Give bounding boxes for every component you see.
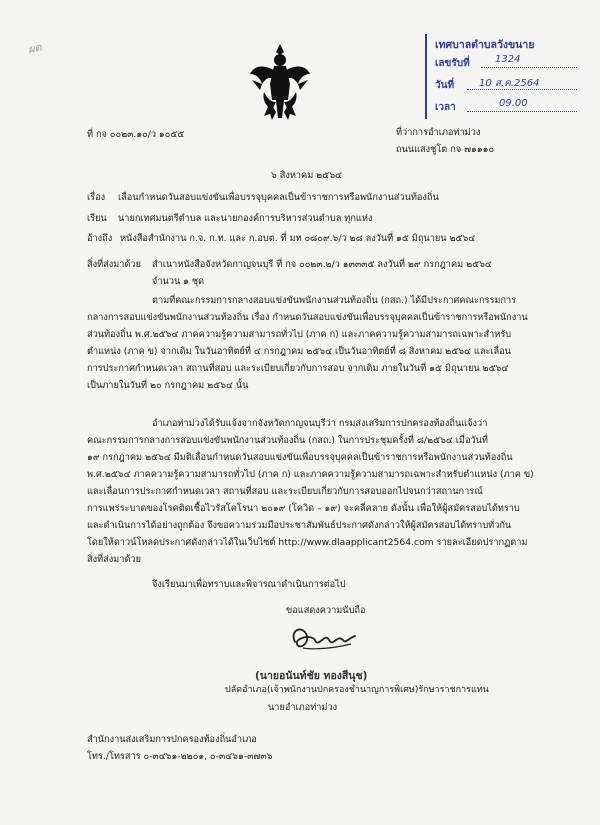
para2-line: สิ่งที่ส่งมาด้วย — [87, 554, 141, 565]
margin-note: ผต — [26, 40, 43, 57]
document-date: ๖ สิงหาคม ๒๕๖๔ — [271, 170, 342, 181]
para2-line: คณะกรรมการกลางการสอบแข่งขันพนักงานส่วนท้องถิ่น (กสถ.) ในการประชุมครั้งที่ ๘/๒๕๖๔ เมื่อวันที่ — [87, 435, 488, 446]
stamp-date-label: วันที่ — [435, 80, 455, 91]
stamp-time-label: เวลา — [435, 102, 456, 113]
signer-position-2: นายอำเภอท่าม่วง — [268, 702, 338, 713]
para1-line: กลางการสอบแข่งขันพนักงานส่วนท้องถิ่น เรื่อง กำหนดวันสอบแข่งขันเพื่อบรรจุบุคคลเป็นข้าราชการหรือพนักงาน — [87, 312, 528, 323]
para1-line: ตามที่คณะกรรมการกลางสอบแข่งขันพนักงานส่วนท้องถิ่น (กสถ.) ได้มีประกาศคณะกรรมการ — [152, 295, 517, 306]
garuda-emblem — [248, 40, 312, 124]
stamp-recv-no: 1324 — [495, 54, 521, 65]
stamp-recv-label: เลขรับที่ — [435, 58, 470, 69]
enclosure-qty: จำนวน ๑ ชุด — [152, 276, 205, 287]
para1-line: การประกาศกำหนดเวลา สถานที่สอบ และระเบียบเกี่ยวกับการสอบ จากเดิม ภายในวันที่ ๑๕ มิถุนายน ๒๕๖๔ — [87, 363, 509, 374]
signature — [285, 620, 365, 660]
para1-line: ตำแหน่ง (ภาค ข) จากเดิม ในวันอาทิตย์ที่ ๔ กรกฎาคม ๒๕๖๔ เป็นวันอาทิตย์ที่ ๘ สิงหาคม ๒๕๖๔ และเลื่อน — [87, 346, 511, 357]
stamp-org: เทศบาลตำบลวังขนาย — [435, 39, 535, 51]
para2-line: อำเภอท่าม่วงได้รับแจ้งจากจังหวัดกาญจนบุรีว่า กรมส่งเสริมการปกครองท้องถิ่นแจ้งว่า — [152, 418, 488, 429]
para1-line: ส่วนท้องถิ่น พ.ศ.๒๕๖๔ ภาคความรู้ความสามารถทั่วไป (ภาค ก) และภาคความรู้ความสามารถเฉพาะสำหรับ — [87, 329, 512, 340]
para2-line: การแพร่ระบาดของโรคติดเชื้อไวรัสโคโรนา ๒๐๑๙ (โควิด – ๑๙) จะคลี่คลาย ดังนั้น เพื่อให้ผู้สมัครสอบได้ทราบ — [87, 503, 520, 514]
sender-line-1: ที่ว่าการอำเภอท่าม่วง — [396, 127, 481, 138]
subject-label: เรื่อง — [87, 192, 106, 203]
enclosure-text: สำเนาหนังสือจังหวัดกาญจนบุรี ที่ กจ ๐๐๒๓.๒/ว ๑๓๓๓๕ ลงวันที่ ๒๙ กรกฎาคม ๒๕๖๔ — [152, 259, 492, 270]
footer-office: สำนักงานส่งเสริมการปกครองท้องถิ่นอำเภอ — [87, 734, 257, 745]
receiving-stamp — [425, 34, 587, 119]
stamp-date: 10 ส.ค.2564 — [479, 78, 540, 89]
subject-text: เลื่อนกำหนดวันสอบแข่งขันเพื่อบรรจุบุคคลเป็นข้าราชการหรือพนักงานส่วนท้องถิ่น — [118, 192, 439, 203]
to-text: นายกเทศมนตรีตำบล และนายกองค์การบริหารส่วนตำบล ทุกแห่ง — [118, 213, 373, 224]
to-label: เรียน — [87, 213, 107, 224]
body-paragraph-3: จึงเรียนมาเพื่อทราบและพิจารณาดำเนินการต่อไป — [152, 579, 346, 590]
para2-line: และเลื่อนการประกาศกำหนดเวลา สถานที่สอบ และระเบียบเกี่ยวกับการสอบออกไปจนกว่าสถานการณ์ — [87, 486, 483, 497]
sender-line-2: ถนนแสงชูโต กจ ๗๑๑๑๐ — [396, 144, 495, 155]
document-number: ที่ กจ ๐๐๒๓.๑๐/ว ๑๐๕๕ — [87, 129, 185, 140]
closing: ขอแสดงความนับถือ — [286, 605, 366, 616]
para2-line: โดยให้ดาวน์โหลดประกาศดังกล่าวได้ในเว็บไซต์ http://www.dlaapplicant2564.com รายละเอียดปรากฏตาม — [87, 537, 528, 548]
ref-label: อ้างถึง — [87, 233, 113, 244]
para2-line: ๑๙ กรกฎาคม ๒๕๖๔ มีมติเลื่อนกำหนดวันสอบแข่งขันเพื่อบรรจุบุคคลเป็นข้าราชการหรือพนักงานส่วนท้องถิ่น — [87, 452, 513, 463]
para2-line: และดำเนินการได้อย่างถูกต้อง จึงขอความร่วมมือประชาสัมพันธ์ประกาศดังกล่าวให้ผู้สมัครสอบได้ทราบทั่วกัน — [87, 520, 512, 531]
signer-position-1: ปลัดอำเภอ(เจ้าพนักงานปกครองชำนาญการพิเศษ)รักษาราชการแทน — [225, 685, 489, 695]
para1-line: เป็นภายในวันที่ ๒๐ กรกฎาคม ๒๕๖๔ นั้น — [87, 380, 249, 391]
ref-text: หนังสือสำนักงาน ก.จ. ก.ท. และ ก.อบต. ที่ มท ๐๘๐๙.๖/ว ๒๘ ลงวันที่ ๑๕ มิถุนายน ๒๕๖๔ — [120, 233, 476, 244]
signer-name: (นายอนันท์ชัย ทองสีนุช) — [255, 670, 368, 682]
footer-tel: โทร./โทรสาร ๐-๓๔๖๑-๒๒๐๑, ๐-๓๔๖๑-๓๗๓๖ — [87, 751, 273, 762]
enclosure-label: สิ่งที่ส่งมาด้วย — [87, 259, 141, 270]
para2-line: พ.ศ.๒๕๖๔ ภาคความรู้ความสามารถทั่วไป (ภาค ก) และภาคความรู้ความสามารถเฉพาะสำหรับตำแหน่ง (ภาค ข) — [87, 469, 534, 480]
stamp-time: 09.00 — [499, 98, 528, 109]
